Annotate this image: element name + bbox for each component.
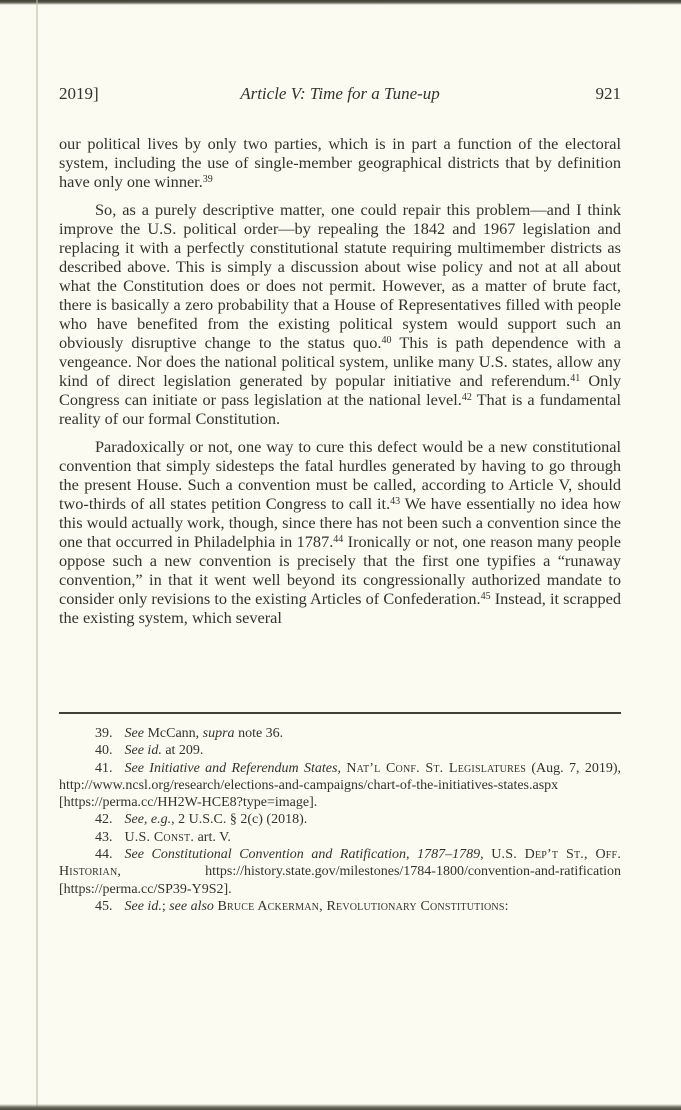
footnote-number: 40. (95, 743, 113, 759)
footnote (59, 742, 621, 759)
text-segment: , (337, 760, 347, 776)
text-segment: See id. (124, 898, 162, 914)
text-segment: McCann, (143, 726, 203, 741)
text-segment: , https://history.state.gov/milestones/1784-1800/convention-and-ratification [https://perma.cc/SP39-Y9S2]. (59, 864, 621, 897)
footnote (59, 760, 621, 812)
text-segment: , (480, 847, 492, 863)
article-body (59, 134, 621, 712)
footnote-number: 42. (95, 812, 113, 828)
scan-artifact-top-edge (0, 0, 681, 5)
footnote (59, 829, 621, 846)
footnote-ref: 43 (390, 496, 401, 507)
text-segment: See Initiative and Referendum States (124, 760, 338, 776)
text-segment: See, e.g. (124, 812, 172, 828)
footnote-ref: 42 (461, 392, 472, 403)
text-segment: at 209. (161, 743, 204, 759)
footnote-number: 43. (95, 829, 113, 845)
footnote (59, 725, 621, 742)
scan-artifact-bottom-edge (0, 1104, 681, 1110)
text-segment: See id. (124, 743, 162, 759)
text-segment: We have essentially no idea how this would actually work, though, since there has not been such a convention since the one that occurred in Philadelphia in 1787. (59, 494, 621, 551)
footnote (59, 811, 621, 828)
text-segment: our political lives by only two parties, which is in part a function of the electoral system, including the use of single-member geographical districts that by definition have only one winner. (59, 134, 621, 191)
footnote-number: 41. (95, 760, 113, 776)
text-segment: See Constitutional Convention and Ratification, 1787–1789 (124, 847, 481, 863)
text-segment: Only Congress can initiate or pass legislation at the national level. (59, 371, 621, 409)
footnotes-list (59, 725, 621, 915)
footnote-number: 44. (95, 847, 113, 863)
text-segment: , 2 U.S.C. § 2(c) (2018). (171, 812, 308, 828)
text-segment: So, as a purely descriptive matter, one could repair this problem—and I think improve the U.S. political order—by repealing the 1842 and 1967 legislation and replacing it with a perfectly constitutional statute requiring multimember districts as described above. This is simply a discussion about wise policy and not at all about what the Constitution does or does not permit. However, as a matter of brute fact, there is basically a zero probability that a House of Representatives filled with people who have benefited from the existing political system would support such an obviously disruptive change to the status quo. (59, 200, 621, 352)
text-segment: Ironically or not, one reason many people oppose such a new convention is precisely that the first one typifies a “runaway convention,” in that it went well beyond its congressionally authorized mandate to consider only revisions to the existing Articles of Confederation. (59, 532, 621, 608)
scan-artifact-vertical-line (36, 0, 38, 1110)
text-segment: U.S. Dep’t St., Off. Historian (59, 847, 622, 880)
footnote-number: 45. (95, 898, 113, 914)
text-segment: art. V. (194, 829, 231, 845)
footnote-ref: 41 (570, 373, 581, 384)
text-segment: Instead, it scrapped the existing system, which several (59, 589, 621, 627)
text-segment: That is a fundamental reality of our formal Constitution. (59, 390, 621, 428)
header-page-number: 921 (595, 84, 621, 103)
text-segment: supra (202, 726, 235, 741)
text-segment: See (124, 726, 144, 741)
footnote-separator (59, 712, 621, 714)
text-segment: Bruce Ackerman, Revolutionary Constitutions: (217, 898, 509, 914)
body-paragraph (59, 134, 621, 191)
text-segment: This is path dependence with a vengeance. Nor does the national political system, unlike many U.S. states, allow any kind of direct legislation generated by popular initiative and referendum. (59, 333, 621, 390)
footnote-ref: 40 (381, 335, 392, 346)
text-segment: see also (169, 898, 214, 914)
text-segment: Paradoxically or not, one way to cure this defect would be a new constitutional convention that simply sidesteps the fatal hurdles generated by having to go through the present House. Such a convention must be called, according to Article V, should two-thirds of all states petition Congress to call it. (59, 437, 621, 513)
footnote (59, 846, 621, 898)
text-segment: (Aug. 7, 2019), http://www.ncsl.org/research/elections-and-campaigns/chart-of-the-initiatives-states.aspx [https://perma.cc/HH2W-HCE8?type=image]. (59, 760, 622, 811)
footnotes-section (59, 712, 621, 915)
header-title: Article V: Time for a Tune-up (240, 84, 440, 103)
running-header (59, 84, 621, 104)
body-paragraph (59, 200, 621, 428)
text-segment: note 36. (234, 726, 284, 741)
footnote-ref: 45 (480, 591, 491, 602)
footnote (59, 898, 621, 915)
header-year: 2019] (59, 84, 99, 103)
text-segment: ; (161, 898, 170, 914)
text-segment: Nat’l Conf. St. Legislatures (346, 760, 527, 776)
text-segment: U.S. Const. (124, 829, 195, 845)
footnote-ref: 44 (333, 534, 344, 545)
body-paragraph (59, 437, 621, 627)
footnote-ref: 39 (202, 174, 213, 185)
footnote-number: 39. (95, 726, 113, 741)
